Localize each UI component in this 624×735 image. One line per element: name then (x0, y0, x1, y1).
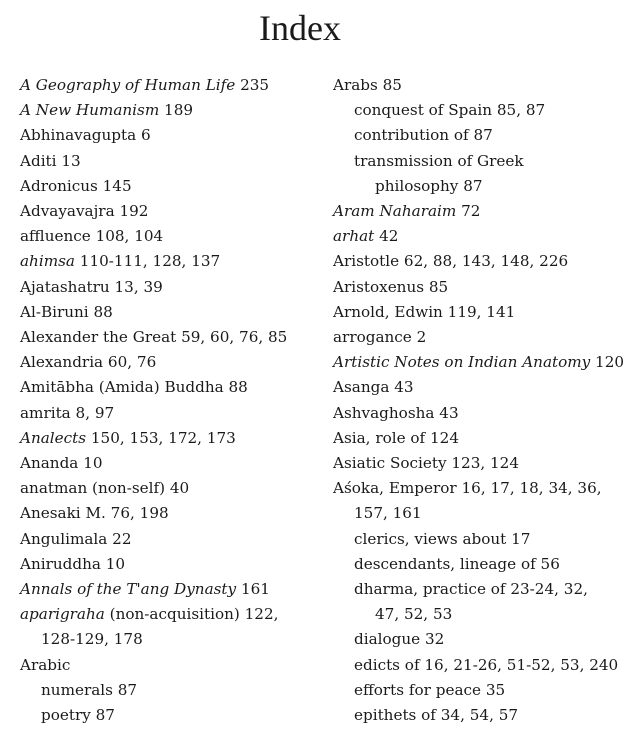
page-title: Index (259, 8, 341, 48)
index-term: conquest of Spain 85, 87 (354, 101, 546, 120)
index-term: ahimsa (20, 252, 75, 271)
index-entry (333, 174, 598, 199)
index-term: Ananda 10 (20, 454, 103, 473)
index-pages: 72 (456, 202, 481, 221)
index-entry (333, 73, 598, 98)
index-term: Aniruddha 10 (20, 554, 126, 573)
index-term: Ashvaghosha 43 (333, 403, 459, 422)
index-pages: 110-111, 128, 137 (74, 252, 221, 271)
index-term: dharma, practice of 23-24, 32, (354, 580, 588, 599)
index-entry (20, 703, 310, 728)
index-entry (20, 451, 310, 476)
index-entry (20, 401, 310, 426)
index-entry (333, 275, 598, 300)
index-entry (333, 325, 598, 350)
index-term: aparigraha (20, 605, 105, 624)
index-term: 157, 161 (354, 504, 422, 523)
index-term: A New Humanism (20, 101, 160, 120)
index-term: dialogue 32 (354, 630, 445, 649)
index-entry (333, 300, 598, 325)
index-entry (333, 249, 598, 274)
index-term: A Geography of Human Life (20, 76, 236, 94)
index-term: arrogance 2 (333, 328, 427, 347)
index-entry (333, 350, 624, 375)
index-entry (333, 577, 598, 602)
index-entry (20, 123, 310, 148)
index-term: philosophy 87 (375, 176, 483, 195)
index-entry (20, 653, 310, 678)
index-entry (333, 703, 598, 728)
index-entry (333, 199, 598, 224)
index-term: Analects (20, 428, 87, 447)
index-entry (20, 73, 310, 98)
index-term: edicts of 16, 21-26, 51-52, 53, 240 (354, 655, 619, 674)
index-term: Arabs 85 (333, 76, 402, 94)
index-entry (20, 627, 310, 652)
index-term: Arabic (20, 655, 71, 674)
index-term: Aditi 13 (20, 151, 81, 170)
index-entry (20, 325, 310, 350)
index-entry (333, 653, 619, 678)
index-entry (20, 501, 310, 526)
index-term: Aram Naharaim (333, 202, 457, 221)
index-pages: 120 (590, 353, 624, 372)
index-entry (333, 527, 598, 552)
index-term: Angulimala 22 (20, 529, 132, 548)
index-term: epithets of 34, 54, 57 (354, 706, 519, 725)
index-entry (20, 577, 310, 602)
index-entry (20, 602, 310, 627)
index-term: Aśoka, Emperor 16, 17, 18, 34, 36, (333, 479, 602, 498)
index-entry (333, 678, 598, 703)
index-entry (333, 375, 598, 400)
index-entry (20, 275, 310, 300)
index-term: Alexandria 60, 76 (20, 353, 157, 372)
index-term: Asanga 43 (333, 378, 414, 397)
index-term: 128-129, 178 (41, 630, 143, 649)
index-term: transmission of Greek (354, 151, 524, 170)
index-entry (333, 602, 598, 627)
index-entry (333, 98, 598, 123)
index-entry (20, 678, 310, 703)
index-entry (20, 199, 310, 224)
index-entry (333, 123, 598, 148)
index-term: poetry 87 (41, 706, 115, 725)
index-term: Aristoxenus 85 (333, 277, 449, 296)
index-entry (333, 224, 598, 249)
index-entry (20, 375, 310, 400)
index-entry (333, 476, 602, 501)
index-term: Adronicus 145 (20, 176, 132, 195)
index-term: Abhinavagupta 6 (20, 126, 151, 145)
index-entry (20, 552, 310, 577)
index-entry (20, 300, 310, 325)
index-term: Advayavajra 192 (20, 202, 149, 221)
index-term: Alexander the Great 59, 60, 76, 85 (20, 328, 288, 347)
index-term: Asia, role of 124 (333, 428, 459, 447)
index-entry (333, 552, 598, 577)
index-term: numerals 87 (41, 680, 138, 699)
index-term: 47, 52, 53 (375, 605, 453, 624)
index-term: Amitābha (Amida) Buddha 88 (20, 378, 248, 397)
index-term: arhat (333, 227, 375, 246)
index-pages: 150, 153, 172, 173 (86, 428, 236, 447)
index-pages: (non-acquisition) 122, (104, 605, 279, 624)
index-pages: 189 (159, 101, 194, 120)
index-term: Annals of the T'ang Dynasty (20, 580, 237, 599)
index-column-left (20, 73, 310, 728)
index-term: Ajatashatru 13, 39 (20, 277, 163, 296)
index-entry (333, 501, 598, 526)
index-entry (20, 224, 310, 249)
index-term: affluence 108, 104 (20, 227, 164, 246)
index-entry (333, 451, 598, 476)
index-term: amrita 8, 97 (20, 403, 115, 422)
index-term: clerics, views about 17 (354, 529, 531, 548)
index-column-right (333, 73, 624, 728)
index-term: Arnold, Edwin 119, 141 (333, 302, 516, 321)
index-entry (333, 627, 598, 652)
index-term: Aristotle 62, 88, 143, 148, 226 (333, 252, 569, 271)
index-term: descendants, lineage of 56 (354, 554, 560, 573)
index-entry (20, 149, 310, 174)
index-entry (333, 426, 598, 451)
index-pages: 161 (236, 580, 270, 599)
index-term: efforts for peace 35 (354, 680, 506, 699)
index-entry (20, 174, 310, 199)
index-term: Al-Biruni 88 (20, 302, 113, 321)
index-entry (20, 476, 310, 501)
index-entry (20, 426, 310, 451)
index-term: Artistic Notes on Indian Anatomy (333, 353, 591, 372)
index-term: Anesaki M. 76, 198 (20, 504, 169, 523)
index-entry (20, 527, 310, 552)
index-entry (333, 149, 598, 174)
index-entry (20, 249, 310, 274)
index-term: anatman (non-self) 40 (20, 479, 190, 498)
index-entry (20, 98, 310, 123)
index-term: contribution of 87 (354, 126, 493, 145)
index-entry (333, 401, 598, 426)
index-entry (20, 350, 310, 375)
index-pages: 235 (235, 76, 270, 94)
index-pages: 42 (374, 227, 399, 246)
index-term: Asiatic Society 123, 124 (333, 454, 520, 473)
